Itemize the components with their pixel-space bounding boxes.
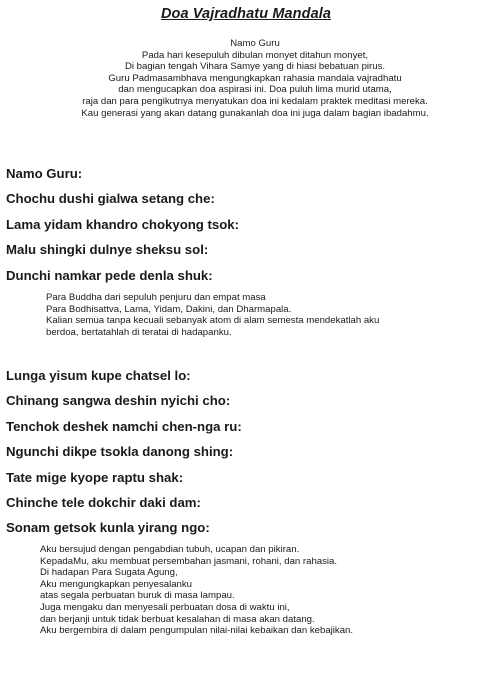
intro-line: Kau generasi yang akan datang gunakanlah doa ini juga dalam bagian ibadahmu. — [81, 107, 429, 119]
intro-line: dan mengucapkan doa aspirasi ini. Doa puluh lima murid utama, — [118, 84, 392, 96]
mantra-line: Malu shingki dulnye sheksu sol: — [6, 242, 209, 258]
translation-line: Para Bodhisattva, Lama, Yidam, Dakini, dan Dharmapala. — [46, 303, 292, 315]
mantra-line: Chochu dushi gialwa setang che: — [6, 191, 215, 207]
mantra-verse-1 — [6, 161, 486, 288]
mantra-line: Dunchi namkar pede denla shuk: — [6, 267, 213, 283]
mantra-line: Chinang sangwa deshin nyichi cho: — [6, 393, 231, 409]
intro-paragraph — [20, 38, 490, 119]
translation-line: Aku bergembira di dalam pengumpulan nilai-nilai kebaikan dan kebajikan. — [40, 625, 354, 637]
translation-line: Di hadapan Para Sugata Agung, — [40, 567, 178, 579]
translation-line: Aku bersujud dengan pengabdian tubuh, ucapan dan pikiran. — [40, 544, 300, 555]
intro-line: Namo Guru — [230, 38, 280, 49]
mantra-line: Sonam getsok kunla yirang ngo: — [6, 520, 210, 536]
translation-line: Para Buddha dari sepuluh penjuru dan empat masa — [46, 292, 266, 303]
mantra-line: Chinche tele dokchir daki dam: — [6, 495, 201, 511]
translation-verse-2 — [40, 544, 480, 637]
translation-line: atas segala perbuatan buruk di masa lampau. — [40, 590, 235, 602]
mantra-line: Lunga yisum kupe chatsel lo: — [6, 368, 191, 383]
intro-line: Pada hari kesepuluh dibulan monyet ditahun monyet, — [141, 49, 369, 61]
page-title: Doa Vajradhatu Mandala — [160, 6, 332, 22]
intro-line: raja dan para pengikutnya menyatukan doa ini kedalam praktek meditasi mereka. — [82, 95, 428, 107]
mantra-line: Ngunchi dikpe tsokla danong shing: — [6, 444, 234, 460]
translation-line: Kalian semua tanpa kecuali sebanyak atom di alam semesta mendekatlah aku — [46, 315, 380, 327]
mantra-line: Tenchok deshek namchi chen-nga ru: — [6, 418, 242, 434]
translation-line: berdoa, bertatahlah di teratai di hadapanku. — [46, 326, 232, 338]
intro-line: Guru Padmasambhava mengungkapkan rahasia mandala vajradhatu — [108, 72, 402, 84]
translation-line: Juga mengaku dan menyesali perbuatan dosa di waktu ini, — [40, 601, 290, 613]
mantra-line: Namo Guru: — [6, 166, 83, 181]
translation-line: KepadaMu, aku membuat persembahan jasmani, rohani, dan rahasia. — [40, 555, 338, 567]
mantra-verse-2 — [6, 363, 486, 541]
translation-line: Aku mengungkapkan penyesalanku — [40, 578, 193, 590]
mantra-line: Lama yidam khandro chokyong tsok: — [6, 216, 240, 232]
mantra-line: Tate mige kyope raptu shak: — [6, 469, 184, 485]
translation-line: dan berjanji untuk tidak berbuat kesalahan di masa akan datang. — [40, 613, 315, 625]
intro-line: Di bagian tengah Vihara Samye yang di hiasi bebatuan pirus. — [124, 61, 386, 73]
translation-verse-1 — [46, 292, 486, 338]
